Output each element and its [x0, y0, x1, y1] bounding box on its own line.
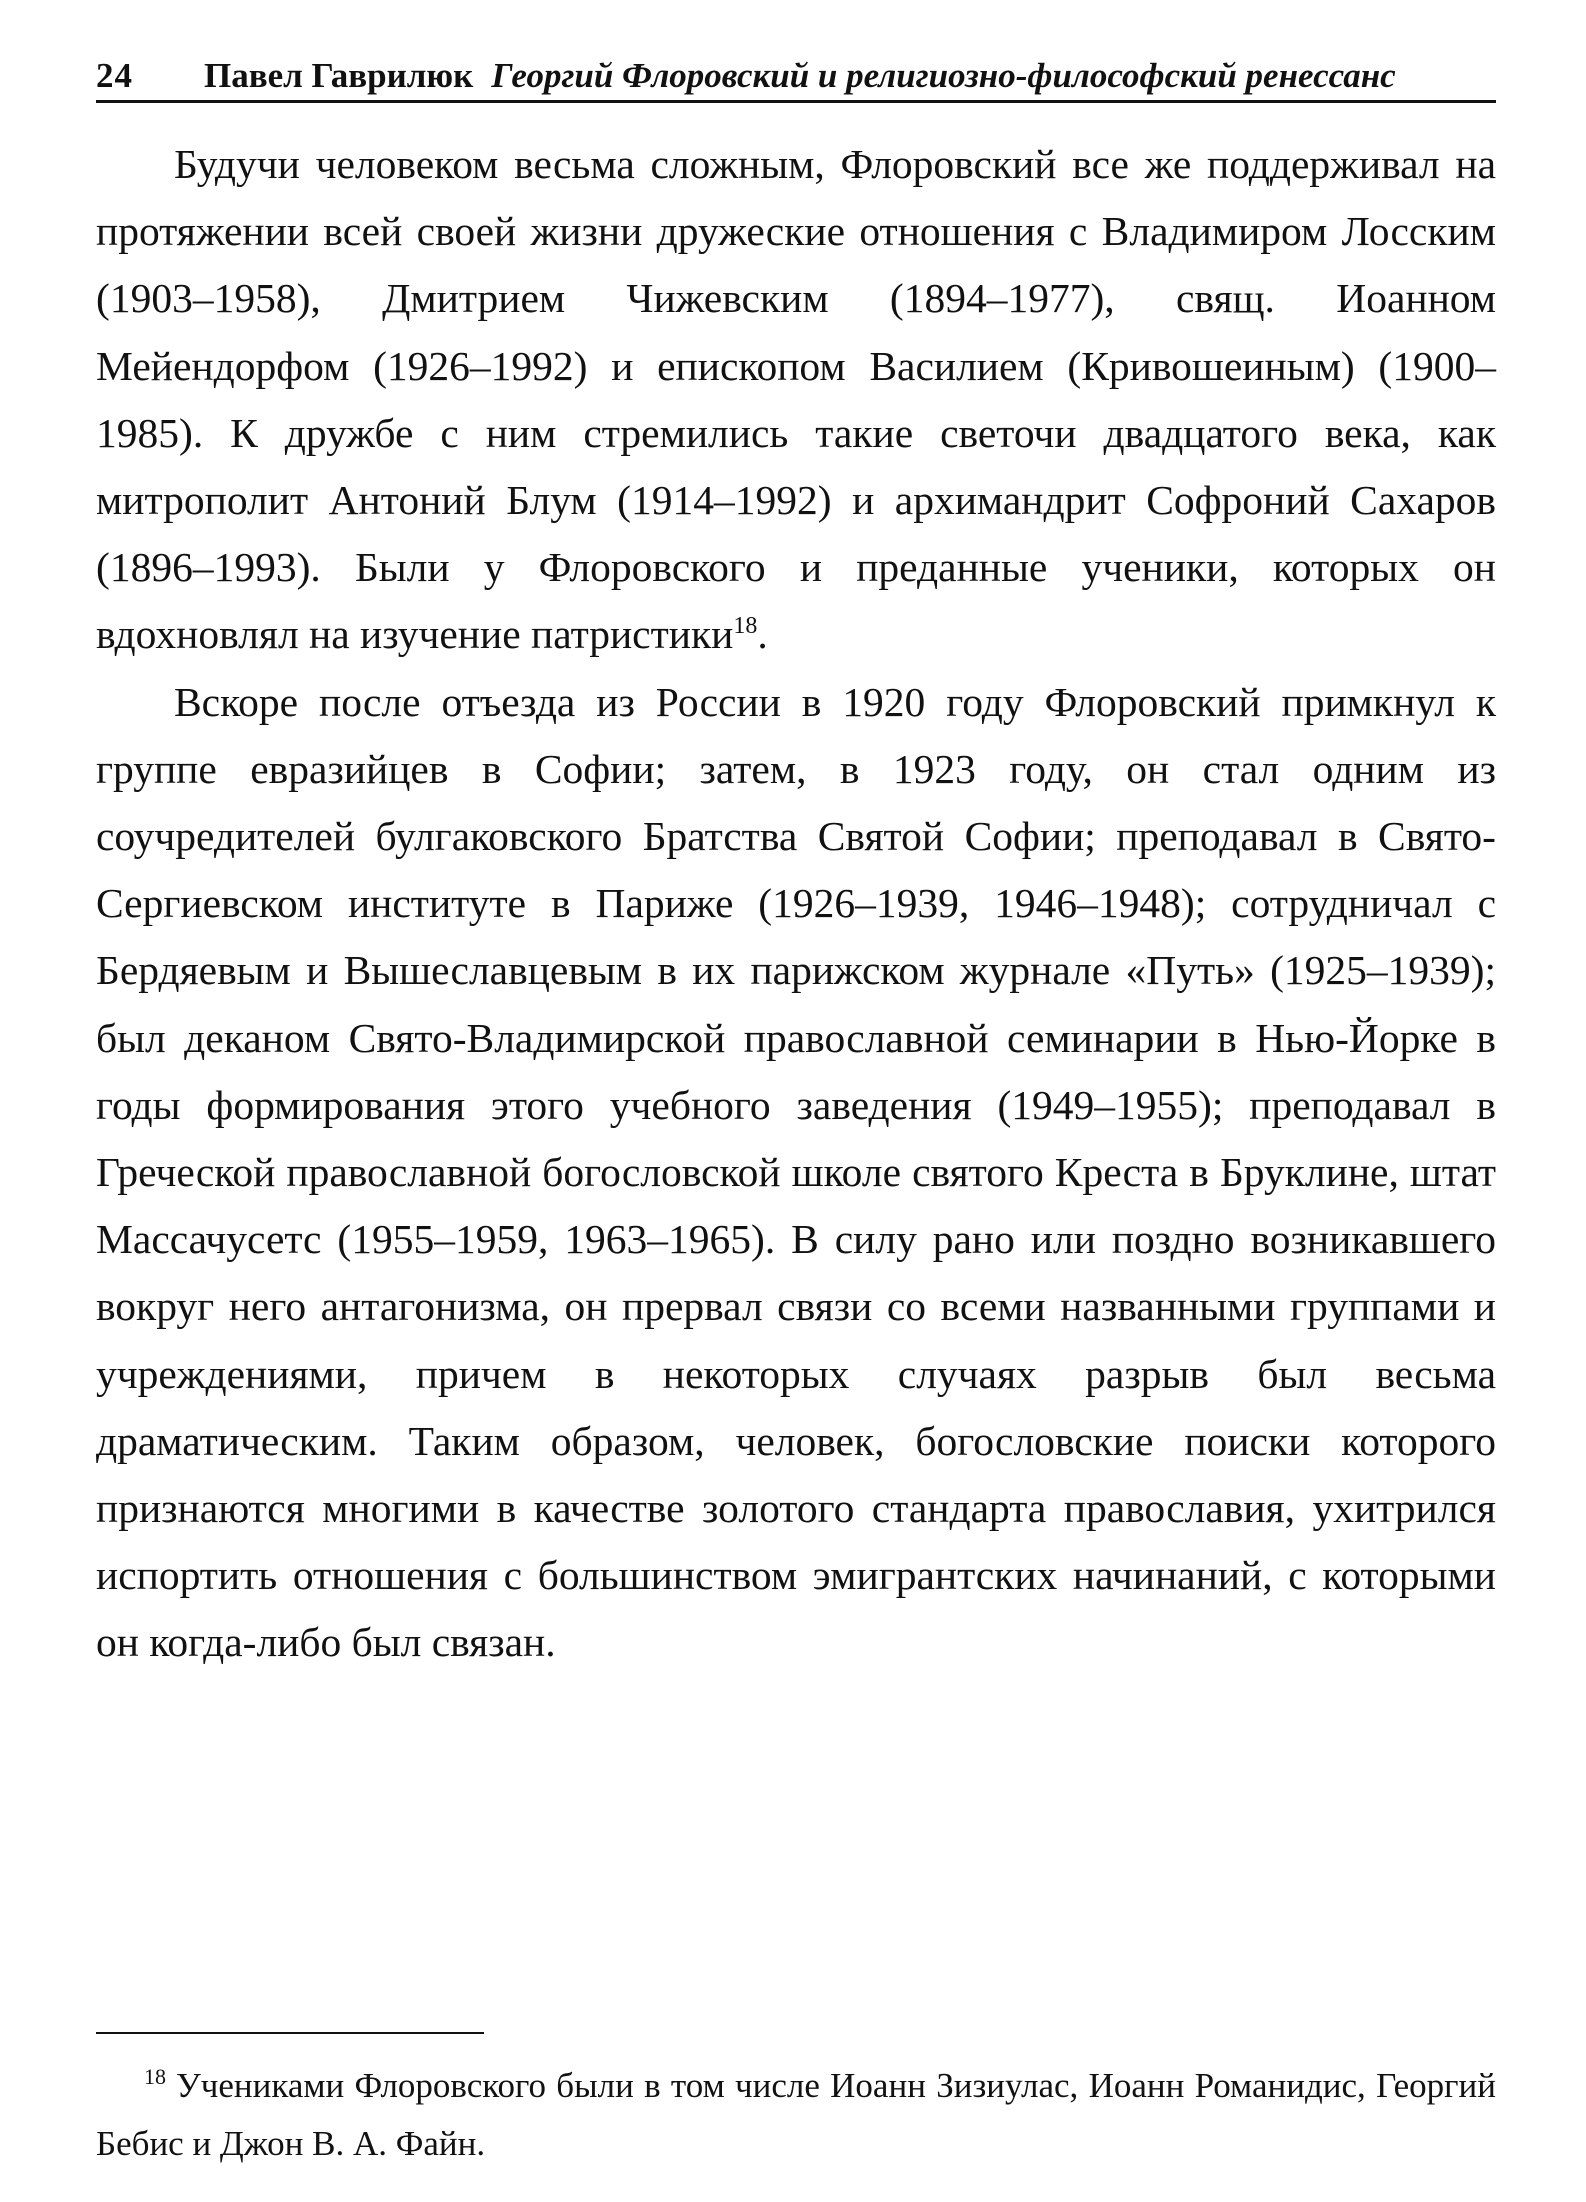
footnote-reference[interactable]: 18 [733, 613, 758, 640]
paragraph-2 [96, 669, 1496, 1677]
paragraph-1-tail: . [757, 611, 768, 658]
footnote-number: 18 [144, 2064, 166, 2090]
running-header [96, 52, 1496, 103]
main-text [96, 131, 1496, 1677]
page-number: 24 [96, 56, 133, 95]
footnote-text: Учениками Флоровского были в том числе Иоанн Зизиулас, Иоанн Романидис, Георгий Бебис и Джон В. А. Файн. [96, 2066, 1496, 2163]
book-page [96, 52, 1496, 2163]
running-book-title: Георгий Флоровский и религиозно-философский ренессанс [491, 56, 1396, 95]
footnote [96, 2057, 1496, 2173]
footnote-divider [96, 2032, 484, 2034]
paragraph-1 [96, 131, 1496, 669]
running-author: Павел Гаврилюк [204, 56, 474, 95]
paragraph-2-text: Вскоре после отъезда из России в 1920 году Флоровский примкнул к группе евразийцев в Софии; затем, в 1923 году, он стал одним из соучредителей булгаковского Братства Святой Софии; преподавал в Свято-Сергиевском институте в Париже (1926–1939, 1946–1948); сотрудничал с Бердяевым и Вышеславцевым в их парижском журнале «Путь» (1925–1939); был деканом Свято-Владимирской православной семинарии в Нью-Йорке в годы формирования этого учебного заведения (1949–1955); преподавал в Греческой православной богословской школе святого Креста в Бруклине, штат Массачусетс (1955–1959, 1963–1965). В силу рано или поздно возникавшего вокруг него антагонизма, он прервал связи со всеми названными группами и учреждениями, причем в некоторых случаях разрыв был весьма драматическим. Таким образом, человек, богословские поиски которого признаются многими в качестве золотого стандарта православия, ухитрился испортить отношения с большинством эмигрантских начинаний, с которыми он когда-либо был связан. [96, 678, 1496, 1666]
paragraph-1-text: Будучи человеком весьма сложным, Флоровский все же поддерживал на протяжении всей своей жизни дружеские отношения с Владимиром Лосским (1903–1958), Дмитрием Чижевским (1894–1977), свящ. Иоанном Мейендорфом (1926–1992) и епископом Василием (Кривошеиным) (1900–1985). К дружбе с ним стремились такие светочи двадцатого века, как митрополит Антоний Блум (1914–1992) и архимандрит Софроний Сахаров (1896–1993). Были у Флоровского и преданные ученики, которых он вдохновлял на изучение патристики [96, 141, 1496, 658]
